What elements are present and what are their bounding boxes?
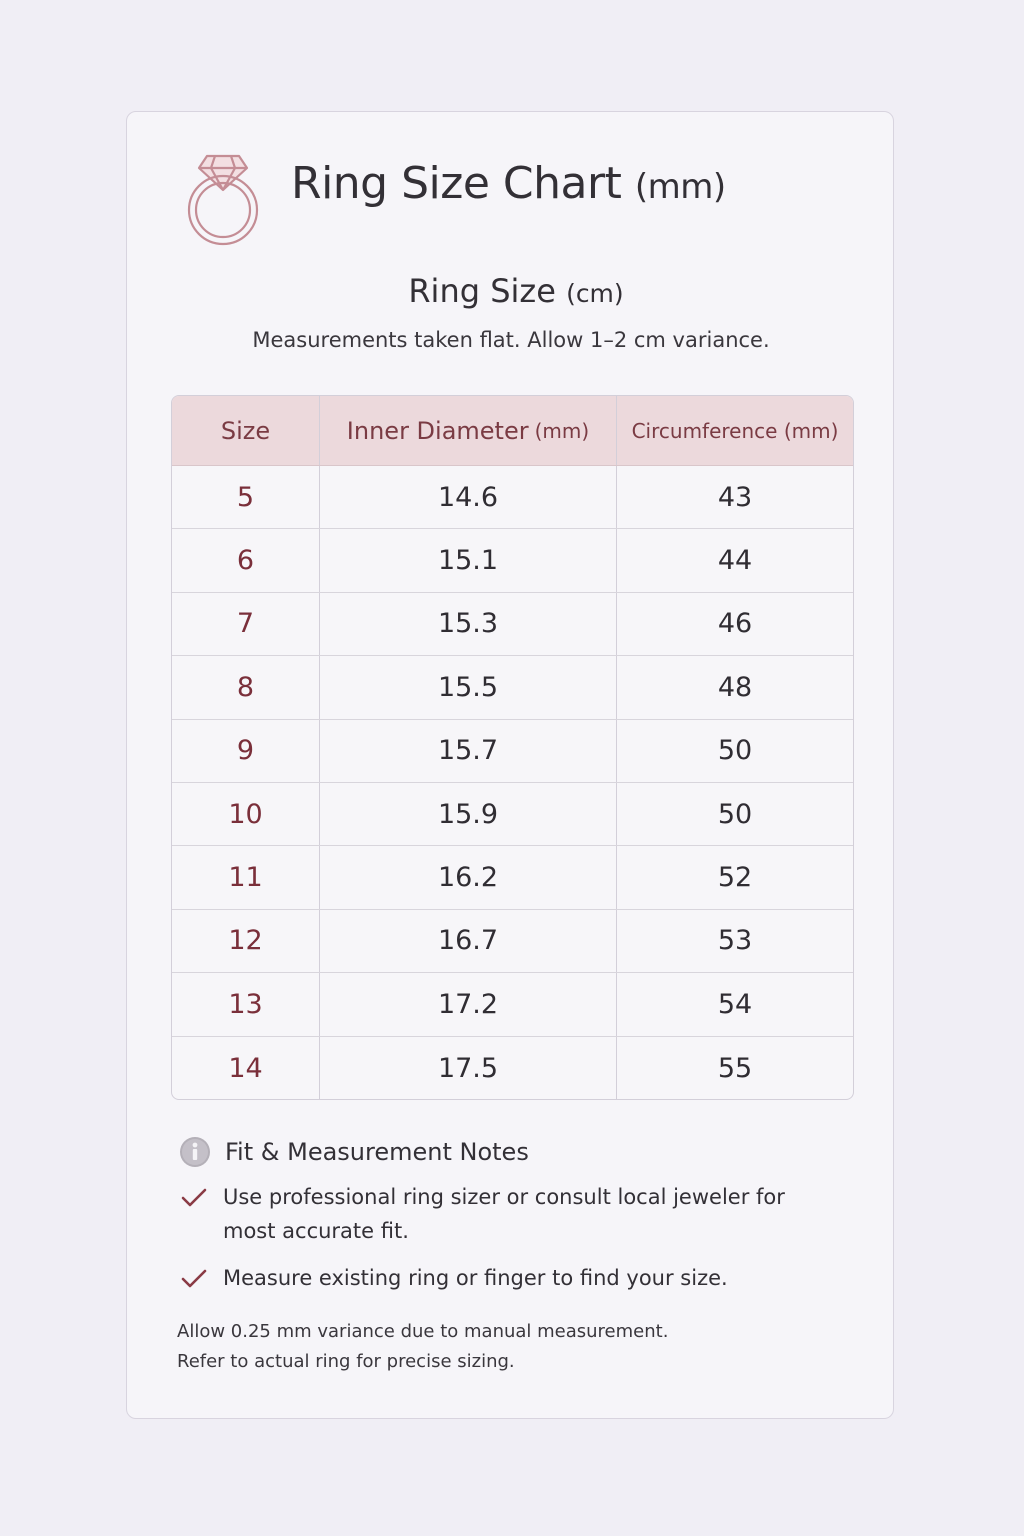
cell-size: 12 xyxy=(172,910,320,972)
header-size: Size xyxy=(172,396,320,465)
subtitle xyxy=(127,272,895,310)
page-title xyxy=(291,158,726,209)
table-row xyxy=(172,720,853,783)
ring-icon xyxy=(181,148,267,246)
footer-line-2: Refer to actual ring for precise sizing. xyxy=(177,1351,515,1372)
subtitle-unit: (cm) xyxy=(566,279,624,308)
cell-circumference: 54 xyxy=(717,988,753,1020)
header-diameter xyxy=(320,396,617,465)
cell-circumference: 53 xyxy=(717,925,753,957)
check-icon xyxy=(181,1188,207,1208)
cell-size: 13 xyxy=(172,973,320,1035)
note-item-text: Use professional ring sizer or consult local jeweler for most accurate fit. xyxy=(223,1185,785,1243)
notes-heading-text: Fit & Measurement Notes xyxy=(225,1138,529,1166)
cell-size: 10 xyxy=(172,783,320,845)
cell-circumference: 52 xyxy=(717,862,753,894)
size-table xyxy=(171,395,854,1100)
notes-heading xyxy=(179,1136,529,1168)
table-row xyxy=(172,973,853,1036)
cell-circumference: 46 xyxy=(717,608,753,640)
cell-diameter: 17.5 xyxy=(320,1037,617,1100)
cell-diameter: 16.2 xyxy=(320,846,617,908)
note-item xyxy=(181,1180,841,1248)
table-row xyxy=(172,466,853,529)
table-row xyxy=(172,846,853,909)
table-header xyxy=(172,396,853,466)
table-row xyxy=(172,656,853,719)
header-circumference: Circumference (mm) xyxy=(631,418,839,443)
cell-size: 7 xyxy=(172,593,320,655)
cell-size: 11 xyxy=(172,846,320,908)
cell-diameter: 15.5 xyxy=(320,656,617,718)
cell-diameter: 16.7 xyxy=(320,910,617,972)
footer-line-1: Allow 0.25 mm variance due to manual measurement. xyxy=(177,1321,669,1342)
cell-circumference: 43 xyxy=(717,481,753,513)
note-item xyxy=(181,1261,841,1295)
table-body xyxy=(172,466,853,1100)
title-unit: (mm) xyxy=(634,167,726,207)
table-row xyxy=(172,1037,853,1100)
cell-size: 8 xyxy=(172,656,320,718)
cell-circumference: 44 xyxy=(717,545,753,577)
footer-note xyxy=(177,1317,668,1377)
header-diameter-unit: (mm) xyxy=(534,418,590,443)
table-row xyxy=(172,910,853,973)
title-text: Ring Size Chart xyxy=(291,158,622,209)
note-item-text: Measure existing ring or finger to find your size. xyxy=(223,1266,728,1290)
cell-size: 9 xyxy=(172,720,320,782)
cell-diameter: 15.3 xyxy=(320,593,617,655)
cell-diameter: 15.9 xyxy=(320,783,617,845)
cell-diameter: 17.2 xyxy=(320,973,617,1035)
cell-size: 6 xyxy=(172,529,320,591)
cell-diameter: 15.1 xyxy=(320,529,617,591)
cell-size: 14 xyxy=(172,1037,320,1100)
header-diameter-label: Inner Diameter xyxy=(346,416,529,445)
measurement-note: Measurements taken flat. Allow 1–2 cm variance. xyxy=(252,328,770,352)
table-row xyxy=(172,593,853,656)
table-row xyxy=(172,783,853,846)
cell-diameter: 15.7 xyxy=(320,720,617,782)
subtitle-text: Ring Size xyxy=(408,272,556,310)
cell-diameter: 14.6 xyxy=(320,466,617,528)
ring-size-card xyxy=(126,111,894,1419)
info-icon xyxy=(179,1136,211,1168)
cell-circumference: 48 xyxy=(717,671,753,703)
cell-circumference: 50 xyxy=(717,798,753,830)
check-icon xyxy=(181,1269,207,1289)
cell-size: 5 xyxy=(172,466,320,528)
cell-circumference: 50 xyxy=(717,735,753,767)
table-row xyxy=(172,529,853,592)
cell-circumference: 55 xyxy=(717,1052,753,1084)
